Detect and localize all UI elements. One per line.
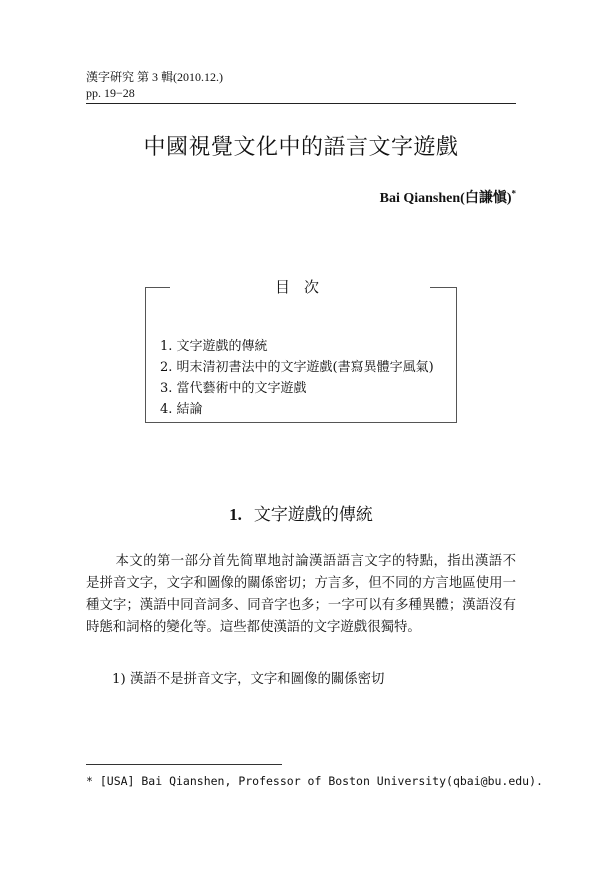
author-name: Bai Qianshen(白謙愼) xyxy=(379,191,512,206)
author-footnote-mark: * xyxy=(511,188,516,199)
toc-item: 4. 結論 xyxy=(160,402,203,417)
journal-citation: 漢字硏究 第 3 輯(2010.12.) xyxy=(86,70,223,84)
toc-list xyxy=(160,336,434,420)
header-rule xyxy=(86,103,516,104)
section-title-text: 文字遊戲的傳統 xyxy=(253,505,373,525)
footnote: * [USA] Bai Qianshen, Professor of Boston University(qbai@bu.edu). xyxy=(86,774,543,788)
toc-heading xyxy=(170,276,430,297)
toc-item: 1. 文字遊戲的傳統 xyxy=(160,339,268,354)
toc-heading-text: 目次 xyxy=(261,278,339,296)
paper-title: 中國視覺文化中的語言文字遊戲 xyxy=(143,135,459,160)
toc-item: 2. 明末清初書法中的文字遊戲(書寫異體字風氣) xyxy=(160,360,434,375)
footnote-rule xyxy=(86,764,282,765)
subsection-item: 1) 漢語不是拼音文字，文字和圖像的關係密切 xyxy=(112,672,385,687)
section-number: 1. xyxy=(229,505,242,524)
author-line xyxy=(380,187,516,207)
toc-item: 3. 當代藝術中的文字遊戲 xyxy=(160,381,307,396)
body-paragraph: 本文的第一部分首先简單地討論漢語語言文字的特點，指出漢語不是拼音文字，文字和圖像的關係密切；方言多，但不同的方言地區使用一種文字；漢語中同音詞多、同音字也多；一字可以有多種異體；漢語沒有時態和詞格的變化等。這些都使漢語的文字遊戲很獨特。 xyxy=(86,554,516,635)
page-range: pp. 19−28 xyxy=(86,86,135,100)
section-heading xyxy=(86,500,516,525)
